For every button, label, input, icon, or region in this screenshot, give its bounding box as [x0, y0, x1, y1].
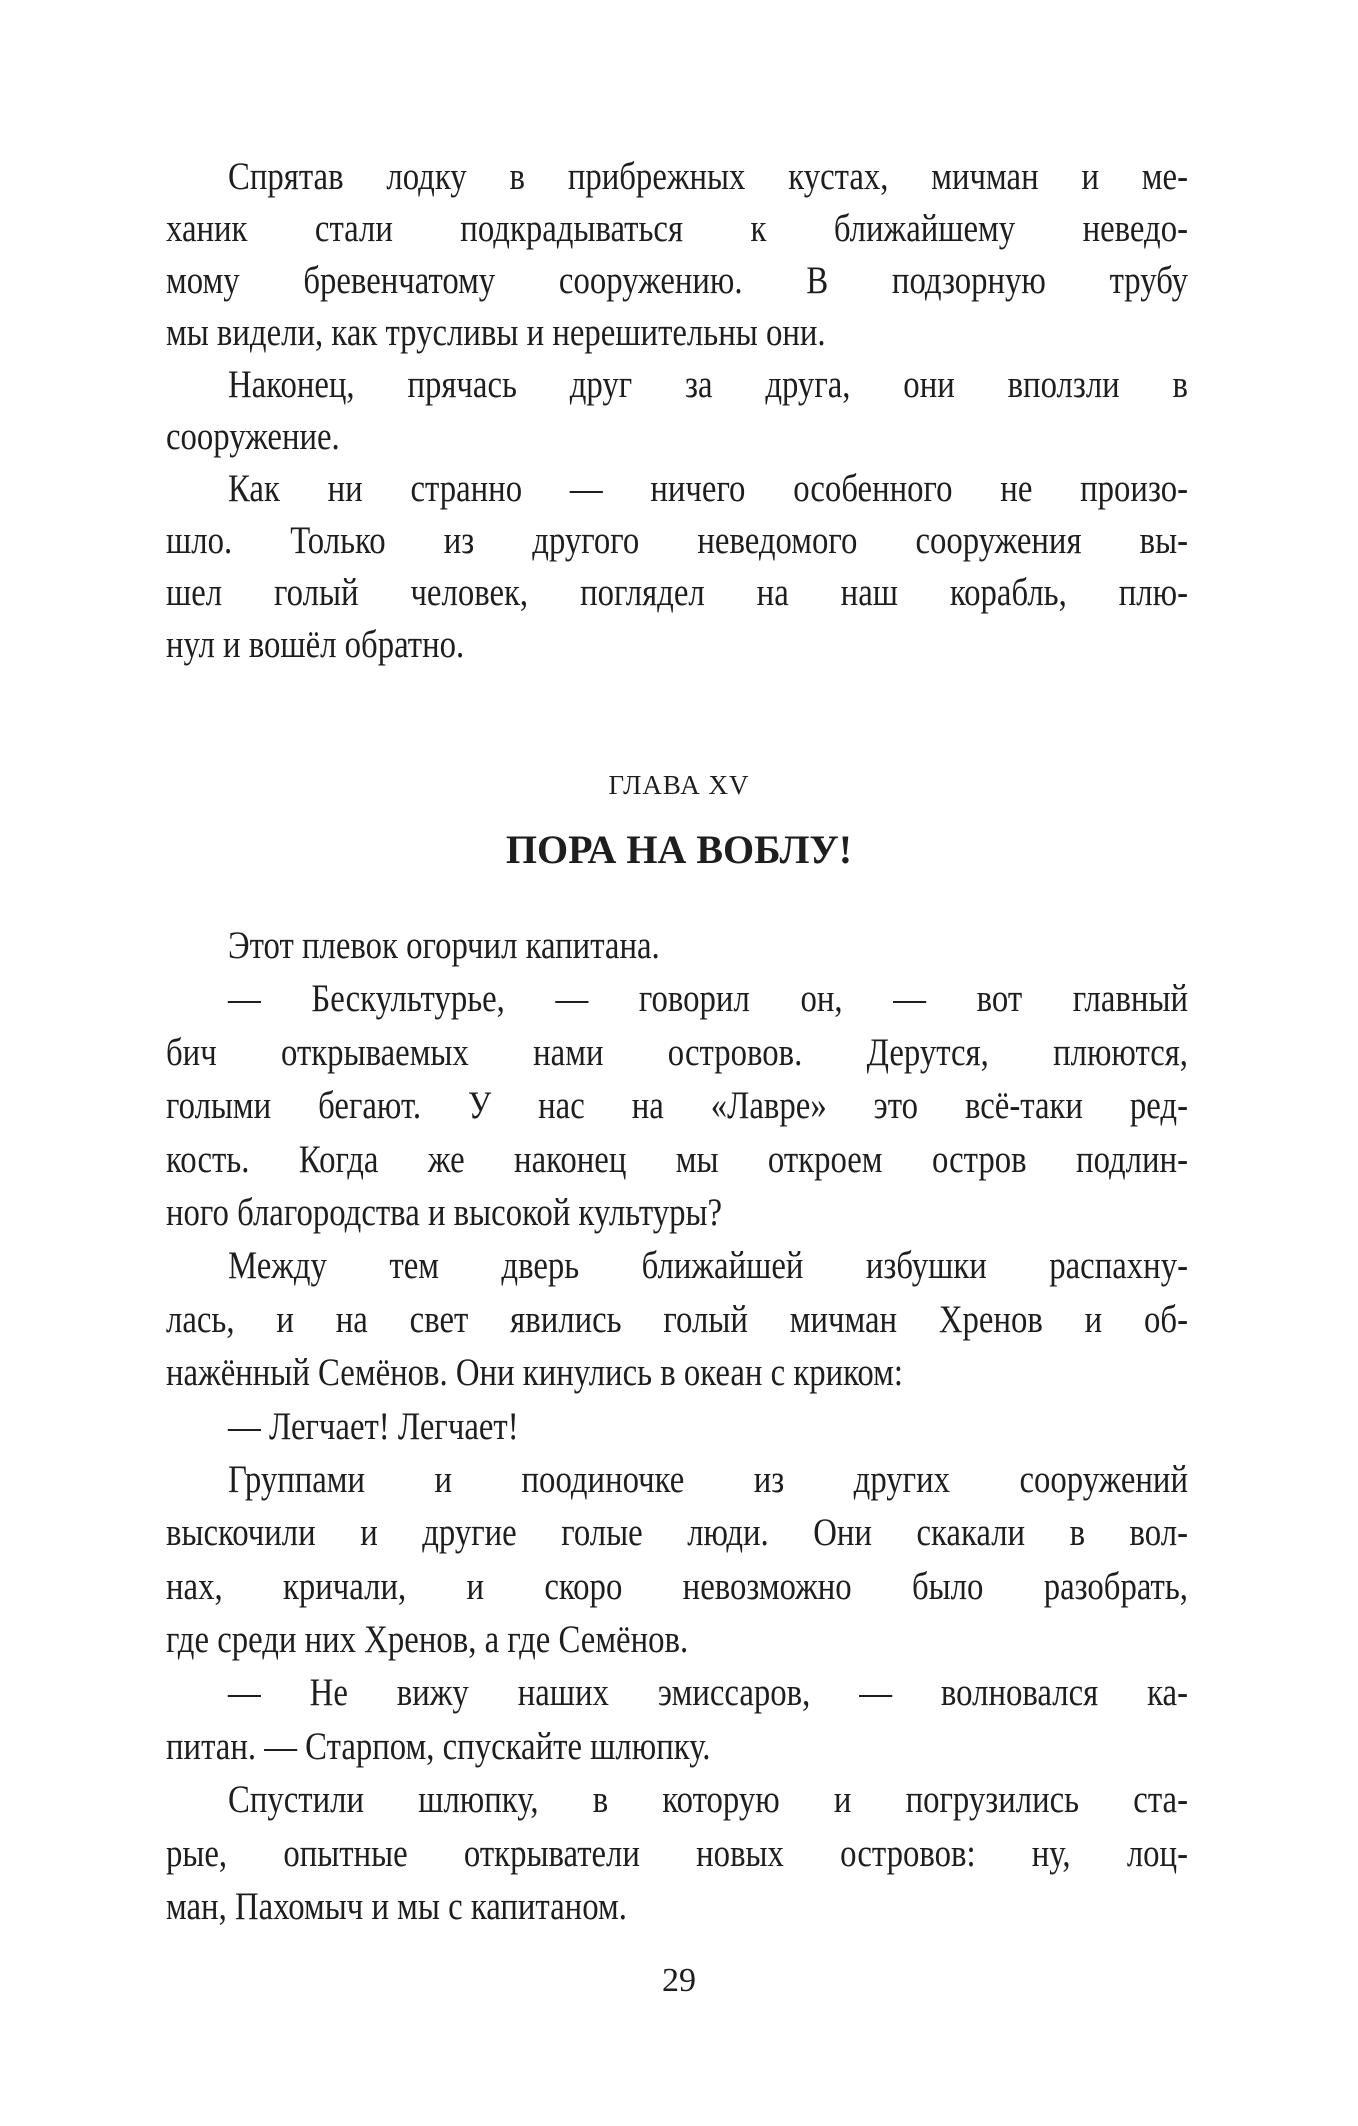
text-line-content: сооружение. [166, 415, 340, 458]
text-line-content: голыми бегают. У нас на «Лавре» это всё-таки ред- [166, 1084, 1189, 1128]
text-line [166, 567, 1188, 619]
text-line-content: ханик стали подкрадываться к ближайшему неведо- [166, 207, 1188, 250]
text-line [166, 1346, 1188, 1399]
text-line [166, 1453, 1188, 1506]
text-line-content: мы видели, как трусливы и нерешительны они. [166, 311, 826, 354]
text-line [166, 307, 1188, 359]
text-line [166, 463, 1188, 515]
text-line [166, 1400, 1188, 1453]
chapter-title: ПОРА НА ВОБЛУ! [505, 827, 853, 872]
text-line [166, 1880, 1188, 1933]
text-line-content: ного благородства и высокой культуры? [166, 1190, 723, 1234]
text-line [166, 359, 1188, 411]
text-line-content: бич открываемых нами островов. Дерутся, плюются, [166, 1030, 1189, 1074]
page-number: 29 [662, 1962, 696, 1999]
text-line-content: Спрятав лодку в прибрежных кустах, мичман и ме- [228, 155, 1189, 198]
text-line [166, 1026, 1188, 1079]
text-line [166, 203, 1188, 255]
text-block-top [166, 151, 1188, 671]
text-line-content: шел голый человек, поглядел на наш корабль, плю- [166, 571, 1189, 614]
text-line-content: нул и вошёл обратно. [166, 623, 465, 666]
text-line [166, 619, 1188, 671]
text-line-content: — Бескультурье, — говорил он, — вот главный [228, 977, 1189, 1021]
text-line [166, 151, 1188, 203]
text-line [166, 515, 1188, 567]
text-line-content: питан. — Старпом, спускайте шлюпку. [166, 1724, 711, 1768]
text-line-content: Между тем дверь ближайшей избушки распахну- [228, 1244, 1189, 1288]
text-line [166, 972, 1188, 1025]
text-line-content: ман, Пахомыч и мы с капитаном. [166, 1885, 627, 1929]
text-line-content: где среди них Хренов, а где Семёнов. [166, 1618, 689, 1662]
text-line [166, 1133, 1188, 1186]
text-line-content: нажённый Семёнов. Они кинулись в океан с криком: [166, 1351, 903, 1395]
text-line [166, 1827, 1188, 1880]
text-line-content: Как ни странно — ничего особенного не произо- [228, 467, 1189, 510]
text-line-content: Спустили шлюпку, в которую и погрузились ста- [228, 1778, 1189, 1822]
text-line-content: Наконец, прячась друг за друга, они вползли в [228, 363, 1189, 406]
text-line-content: Этот плевок огорчил капитана. [228, 924, 660, 967]
text-line-content: — Легчает! Легчает! [228, 1404, 519, 1448]
text-line [166, 255, 1188, 307]
text-line-content: шло. Только из другого неведомого сооружения вы- [166, 519, 1188, 562]
text-line-content: Группами и поодиночке из других сооружений [228, 1457, 1189, 1501]
text-line-content: рые, опытные открыватели новых островов: ну, лоц- [166, 1831, 1189, 1875]
text-line [166, 1560, 1188, 1613]
text-line [166, 1186, 1188, 1239]
text-line [166, 1239, 1188, 1292]
text-line [166, 1506, 1188, 1559]
text-line-content: мому бревенчатому сооружению. В подзорную трубу [166, 259, 1189, 302]
text-line-content: выскочили и другие голые люди. Они скакали в вол- [166, 1511, 1189, 1555]
text-line [166, 1293, 1188, 1346]
text-line [166, 1666, 1188, 1719]
text-line-content: — Не вижу наших эмиссаров, — волновался ка- [228, 1671, 1189, 1715]
text-block-body [166, 919, 1188, 1933]
text-line [166, 1773, 1188, 1826]
text-line [166, 1613, 1188, 1666]
chapter-label: ГЛАВА XV [608, 770, 750, 800]
text-line [166, 1720, 1188, 1773]
text-line-content: лась, и на свет явились голый мичман Хренов и об- [166, 1297, 1188, 1341]
text-line-content: кость. Когда же наконец мы откроем остров подлин- [166, 1137, 1189, 1181]
text-line-content: нах, кричали, и скоро невозможно было разобрать, [166, 1564, 1188, 1608]
text-line [166, 919, 1188, 972]
text-line [166, 1079, 1188, 1132]
text-line [166, 411, 1188, 463]
